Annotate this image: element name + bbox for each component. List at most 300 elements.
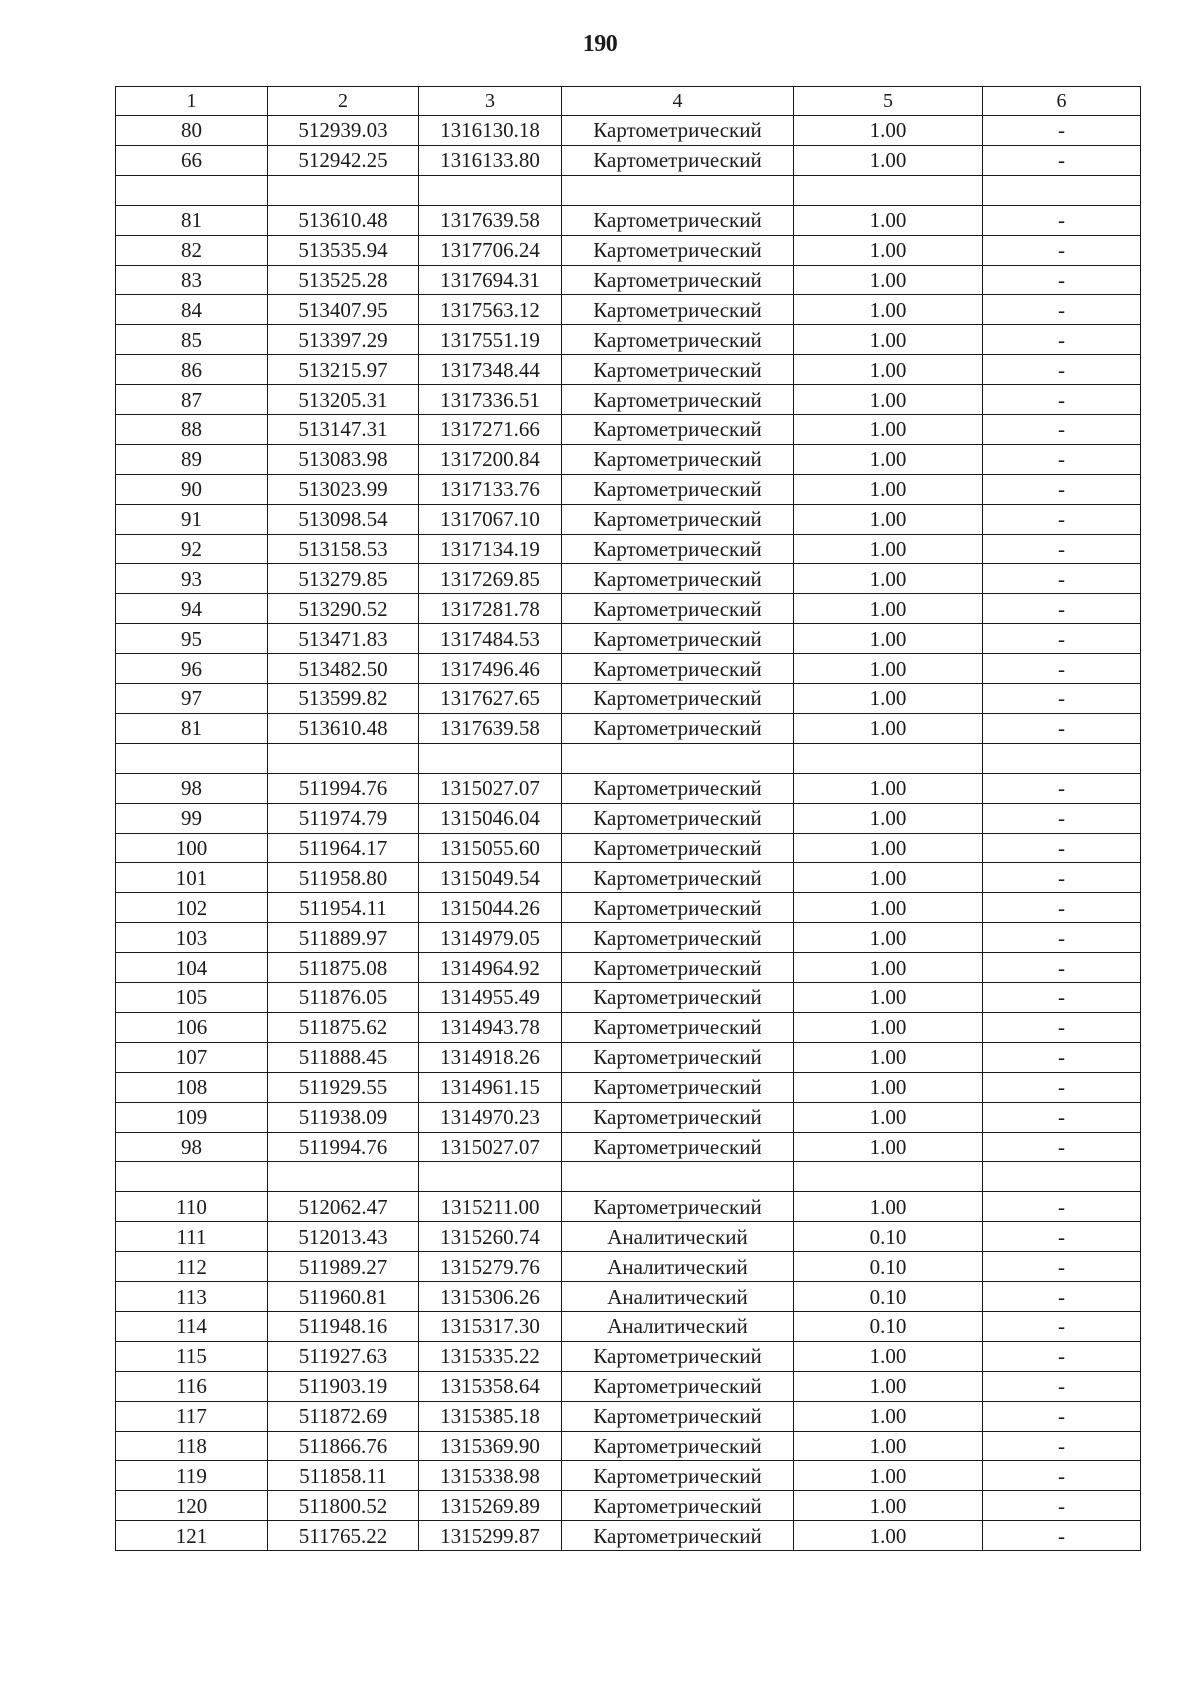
table-row	[116, 564, 1141, 594]
method-cell: Картометрический	[562, 415, 794, 445]
column-header: 3	[419, 87, 562, 116]
table-row	[116, 953, 1141, 983]
point-number-cell: 99	[116, 803, 268, 833]
point-number-cell: 108	[116, 1072, 268, 1102]
point-number-cell: 111	[116, 1222, 268, 1252]
accuracy-cell: 0.10	[794, 1222, 983, 1252]
x-coordinate-cell: 513023.99	[268, 474, 419, 504]
note-cell: -	[983, 1311, 1141, 1341]
note-cell: -	[983, 444, 1141, 474]
note-cell: -	[983, 684, 1141, 714]
point-number-cell: 93	[116, 564, 268, 594]
accuracy-cell: 1.00	[794, 534, 983, 564]
y-coordinate-cell: 1315046.04	[419, 803, 562, 833]
method-cell: Картометрический	[562, 654, 794, 684]
method-cell: Картометрический	[562, 923, 794, 953]
x-coordinate-cell	[268, 175, 419, 205]
note-cell: -	[983, 564, 1141, 594]
y-coordinate-cell	[419, 175, 562, 205]
accuracy-cell: 1.00	[794, 1401, 983, 1431]
x-coordinate-cell: 511960.81	[268, 1282, 419, 1312]
note-cell: -	[983, 265, 1141, 295]
table-row	[116, 325, 1141, 355]
y-coordinate-cell: 1317694.31	[419, 265, 562, 295]
table-row	[116, 1341, 1141, 1371]
point-number-cell: 96	[116, 654, 268, 684]
accuracy-cell: 1.00	[794, 385, 983, 415]
x-coordinate-cell: 513279.85	[268, 564, 419, 594]
point-number-cell: 85	[116, 325, 268, 355]
x-coordinate-cell: 513471.83	[268, 624, 419, 654]
note-cell: -	[983, 1252, 1141, 1282]
blank-separator-row	[116, 743, 1141, 773]
point-number-cell: 92	[116, 534, 268, 564]
x-coordinate-cell: 511875.62	[268, 1012, 419, 1042]
note-cell: -	[983, 1491, 1141, 1521]
point-number-cell: 120	[116, 1491, 268, 1521]
y-coordinate-cell: 1315055.60	[419, 833, 562, 863]
accuracy-cell: 1.00	[794, 1132, 983, 1162]
table-row	[116, 594, 1141, 624]
table-row	[116, 833, 1141, 863]
x-coordinate-cell: 511888.45	[268, 1042, 419, 1072]
x-coordinate-cell: 511866.76	[268, 1431, 419, 1461]
y-coordinate-cell: 1317281.78	[419, 594, 562, 624]
note-cell: -	[983, 1072, 1141, 1102]
point-number-cell: 119	[116, 1461, 268, 1491]
method-cell: Картометрический	[562, 1012, 794, 1042]
table-header-row	[116, 87, 1141, 116]
method-cell: Картометрический	[562, 594, 794, 624]
y-coordinate-cell: 1315269.89	[419, 1491, 562, 1521]
accuracy-cell: 1.00	[794, 1072, 983, 1102]
note-cell: -	[983, 1102, 1141, 1132]
method-cell: Аналитический	[562, 1252, 794, 1282]
note-cell: -	[983, 534, 1141, 564]
x-coordinate-cell: 513158.53	[268, 534, 419, 564]
method-cell: Картометрический	[562, 1491, 794, 1521]
x-coordinate-cell: 513482.50	[268, 654, 419, 684]
point-number-cell: 116	[116, 1371, 268, 1401]
y-coordinate-cell: 1317563.12	[419, 295, 562, 325]
note-cell: -	[983, 1431, 1141, 1461]
table-row	[116, 474, 1141, 504]
accuracy-cell: 0.10	[794, 1282, 983, 1312]
accuracy-cell: 1.00	[794, 235, 983, 265]
method-cell: Картометрический	[562, 1371, 794, 1401]
y-coordinate-cell: 1314961.15	[419, 1072, 562, 1102]
y-coordinate-cell: 1315260.74	[419, 1222, 562, 1252]
accuracy-cell: 1.00	[794, 713, 983, 743]
y-coordinate-cell: 1317551.19	[419, 325, 562, 355]
coordinates-table-body	[116, 87, 1141, 1551]
accuracy-cell: 1.00	[794, 893, 983, 923]
x-coordinate-cell: 512939.03	[268, 116, 419, 146]
method-cell: Картометрический	[562, 953, 794, 983]
y-coordinate-cell: 1317706.24	[419, 235, 562, 265]
y-coordinate-cell: 1314970.23	[419, 1102, 562, 1132]
table-row	[116, 1072, 1141, 1102]
point-number-cell: 112	[116, 1252, 268, 1282]
y-coordinate-cell: 1314964.92	[419, 953, 562, 983]
accuracy-cell: 1.00	[794, 1491, 983, 1521]
x-coordinate-cell: 511858.11	[268, 1461, 419, 1491]
point-number-cell: 82	[116, 235, 268, 265]
column-header: 2	[268, 87, 419, 116]
y-coordinate-cell: 1317200.84	[419, 444, 562, 474]
x-coordinate-cell: 511889.97	[268, 923, 419, 953]
note-cell: -	[983, 355, 1141, 385]
y-coordinate-cell: 1315369.90	[419, 1431, 562, 1461]
column-header: 6	[983, 87, 1141, 116]
note-cell: -	[983, 923, 1141, 953]
table-row	[116, 145, 1141, 175]
method-cell: Картометрический	[562, 1072, 794, 1102]
note-cell: -	[983, 1282, 1141, 1312]
method-cell: Картометрический	[562, 1192, 794, 1222]
note-cell: -	[983, 1132, 1141, 1162]
x-coordinate-cell	[268, 1162, 419, 1192]
accuracy-cell: 1.00	[794, 325, 983, 355]
accuracy-cell: 1.00	[794, 833, 983, 863]
y-coordinate-cell: 1315027.07	[419, 773, 562, 803]
y-coordinate-cell	[419, 1162, 562, 1192]
point-number-cell	[116, 175, 268, 205]
point-number-cell: 118	[116, 1431, 268, 1461]
x-coordinate-cell: 513599.82	[268, 684, 419, 714]
table-row	[116, 444, 1141, 474]
note-cell: -	[983, 415, 1141, 445]
y-coordinate-cell: 1317627.65	[419, 684, 562, 714]
method-cell: Картометрический	[562, 295, 794, 325]
method-cell: Картометрический	[562, 684, 794, 714]
note-cell: -	[983, 893, 1141, 923]
x-coordinate-cell: 511929.55	[268, 1072, 419, 1102]
method-cell: Картометрический	[562, 564, 794, 594]
method-cell: Картометрический	[562, 893, 794, 923]
x-coordinate-cell: 512942.25	[268, 145, 419, 175]
method-cell: Картометрический	[562, 1521, 794, 1551]
note-cell: -	[983, 145, 1141, 175]
table-row	[116, 1461, 1141, 1491]
method-cell: Картометрический	[562, 1341, 794, 1371]
y-coordinate-cell: 1317067.10	[419, 504, 562, 534]
accuracy-cell: 1.00	[794, 1102, 983, 1132]
method-cell: Картометрический	[562, 265, 794, 295]
y-coordinate-cell: 1316130.18	[419, 116, 562, 146]
method-cell: Картометрический	[562, 205, 794, 235]
note-cell: -	[983, 654, 1141, 684]
accuracy-cell: 1.00	[794, 624, 983, 654]
y-coordinate-cell: 1317134.19	[419, 534, 562, 564]
point-number-cell: 97	[116, 684, 268, 714]
point-number-cell: 98	[116, 773, 268, 803]
note-cell: -	[983, 1192, 1141, 1222]
x-coordinate-cell: 511903.19	[268, 1371, 419, 1401]
x-coordinate-cell: 513083.98	[268, 444, 419, 474]
x-coordinate-cell: 512013.43	[268, 1222, 419, 1252]
accuracy-cell: 1.00	[794, 295, 983, 325]
table-row	[116, 803, 1141, 833]
note-cell	[983, 1162, 1141, 1192]
table-row	[116, 415, 1141, 445]
y-coordinate-cell: 1315049.54	[419, 863, 562, 893]
accuracy-cell: 1.00	[794, 355, 983, 385]
x-coordinate-cell: 511958.80	[268, 863, 419, 893]
table-row	[116, 1132, 1141, 1162]
accuracy-cell: 1.00	[794, 1192, 983, 1222]
accuracy-cell: 1.00	[794, 564, 983, 594]
note-cell: -	[983, 863, 1141, 893]
accuracy-cell: 1.00	[794, 145, 983, 175]
x-coordinate-cell: 513098.54	[268, 504, 419, 534]
accuracy-cell: 1.00	[794, 803, 983, 833]
y-coordinate-cell: 1315027.07	[419, 1132, 562, 1162]
accuracy-cell: 1.00	[794, 1341, 983, 1371]
table-row	[116, 1431, 1141, 1461]
method-cell: Картометрический	[562, 803, 794, 833]
x-coordinate-cell: 511872.69	[268, 1401, 419, 1431]
table-row	[116, 893, 1141, 923]
table-row	[116, 923, 1141, 953]
method-cell: Аналитический	[562, 1311, 794, 1341]
method-cell: Картометрический	[562, 235, 794, 265]
point-number-cell: 90	[116, 474, 268, 504]
accuracy-cell: 1.00	[794, 1431, 983, 1461]
x-coordinate-cell: 511948.16	[268, 1311, 419, 1341]
x-coordinate-cell: 511875.08	[268, 953, 419, 983]
y-coordinate-cell: 1314955.49	[419, 983, 562, 1013]
table-row	[116, 295, 1141, 325]
accuracy-cell	[794, 175, 983, 205]
point-number-cell: 94	[116, 594, 268, 624]
x-coordinate-cell: 513215.97	[268, 355, 419, 385]
point-number-cell: 101	[116, 863, 268, 893]
y-coordinate-cell: 1315338.98	[419, 1461, 562, 1491]
table-row	[116, 504, 1141, 534]
note-cell	[983, 743, 1141, 773]
method-cell: Аналитический	[562, 1222, 794, 1252]
point-number-cell: 114	[116, 1311, 268, 1341]
point-number-cell: 113	[116, 1282, 268, 1312]
point-number-cell: 89	[116, 444, 268, 474]
table-row	[116, 1012, 1141, 1042]
y-coordinate-cell: 1315279.76	[419, 1252, 562, 1282]
accuracy-cell: 1.00	[794, 1012, 983, 1042]
x-coordinate-cell: 511974.79	[268, 803, 419, 833]
accuracy-cell: 1.00	[794, 444, 983, 474]
note-cell: -	[983, 803, 1141, 833]
table-row	[116, 624, 1141, 654]
y-coordinate-cell: 1317496.46	[419, 654, 562, 684]
point-number-cell: 109	[116, 1102, 268, 1132]
table-row	[116, 1252, 1141, 1282]
method-cell: Картометрический	[562, 534, 794, 564]
accuracy-cell: 1.00	[794, 863, 983, 893]
method-cell: Картометрический	[562, 773, 794, 803]
accuracy-cell: 1.00	[794, 923, 983, 953]
point-number-cell: 84	[116, 295, 268, 325]
y-coordinate-cell: 1314979.05	[419, 923, 562, 953]
y-coordinate-cell: 1315385.18	[419, 1401, 562, 1431]
note-cell: -	[983, 385, 1141, 415]
accuracy-cell: 1.00	[794, 953, 983, 983]
accuracy-cell: 0.10	[794, 1252, 983, 1282]
point-number-cell: 105	[116, 983, 268, 1013]
note-cell: -	[983, 1222, 1141, 1252]
table-row	[116, 265, 1141, 295]
point-number-cell: 117	[116, 1401, 268, 1431]
y-coordinate-cell: 1315358.64	[419, 1371, 562, 1401]
y-coordinate-cell: 1317133.76	[419, 474, 562, 504]
method-cell	[562, 1162, 794, 1192]
x-coordinate-cell: 513610.48	[268, 205, 419, 235]
method-cell: Картометрический	[562, 145, 794, 175]
x-coordinate-cell: 513147.31	[268, 415, 419, 445]
table-row	[116, 355, 1141, 385]
accuracy-cell: 1.00	[794, 265, 983, 295]
table-row	[116, 1371, 1141, 1401]
note-cell: -	[983, 624, 1141, 654]
method-cell: Картометрический	[562, 504, 794, 534]
blank-separator-row	[116, 1162, 1141, 1192]
point-number-cell: 66	[116, 145, 268, 175]
y-coordinate-cell: 1316133.80	[419, 145, 562, 175]
note-cell: -	[983, 1012, 1141, 1042]
accuracy-cell	[794, 1162, 983, 1192]
table-row	[116, 684, 1141, 714]
point-number-cell: 100	[116, 833, 268, 863]
point-number-cell: 81	[116, 205, 268, 235]
method-cell: Картометрический	[562, 1461, 794, 1491]
column-header: 5	[794, 87, 983, 116]
point-number-cell: 102	[116, 893, 268, 923]
x-coordinate-cell: 511954.11	[268, 893, 419, 923]
table-row	[116, 654, 1141, 684]
accuracy-cell: 1.00	[794, 773, 983, 803]
table-row	[116, 983, 1141, 1013]
method-cell	[562, 743, 794, 773]
accuracy-cell: 1.00	[794, 1042, 983, 1072]
point-number-cell: 80	[116, 116, 268, 146]
y-coordinate-cell: 1317348.44	[419, 355, 562, 385]
accuracy-cell: 1.00	[794, 474, 983, 504]
method-cell: Картометрический	[562, 1102, 794, 1132]
table-row	[116, 1222, 1141, 1252]
accuracy-cell: 1.00	[794, 504, 983, 534]
x-coordinate-cell: 511927.63	[268, 1341, 419, 1371]
x-coordinate-cell: 511994.76	[268, 1132, 419, 1162]
point-number-cell: 110	[116, 1192, 268, 1222]
accuracy-cell: 1.00	[794, 654, 983, 684]
point-number-cell: 91	[116, 504, 268, 534]
x-coordinate-cell: 513610.48	[268, 713, 419, 743]
method-cell: Картометрический	[562, 833, 794, 863]
x-coordinate-cell: 513205.31	[268, 385, 419, 415]
method-cell	[562, 175, 794, 205]
accuracy-cell: 1.00	[794, 205, 983, 235]
y-coordinate-cell: 1315335.22	[419, 1341, 562, 1371]
point-number-cell: 103	[116, 923, 268, 953]
y-coordinate-cell: 1314943.78	[419, 1012, 562, 1042]
point-number-cell: 98	[116, 1132, 268, 1162]
note-cell: -	[983, 205, 1141, 235]
method-cell: Аналитический	[562, 1282, 794, 1312]
coordinates-table	[115, 86, 1141, 1551]
note-cell: -	[983, 833, 1141, 863]
note-cell: -	[983, 1042, 1141, 1072]
method-cell: Картометрический	[562, 863, 794, 893]
note-cell: -	[983, 295, 1141, 325]
point-number-cell: 115	[116, 1341, 268, 1371]
method-cell: Картометрический	[562, 385, 794, 415]
accuracy-cell: 1.00	[794, 983, 983, 1013]
accuracy-cell: 1.00	[794, 594, 983, 624]
x-coordinate-cell: 511964.17	[268, 833, 419, 863]
point-number-cell: 87	[116, 385, 268, 415]
note-cell: -	[983, 1401, 1141, 1431]
method-cell: Картометрический	[562, 1132, 794, 1162]
x-coordinate-cell: 513290.52	[268, 594, 419, 624]
accuracy-cell: 1.00	[794, 1371, 983, 1401]
table-row	[116, 1311, 1141, 1341]
table-row	[116, 116, 1141, 146]
table-row	[116, 713, 1141, 743]
point-number-cell: 121	[116, 1521, 268, 1551]
y-coordinate-cell: 1315299.87	[419, 1521, 562, 1551]
accuracy-cell: 1.00	[794, 684, 983, 714]
point-number-cell: 107	[116, 1042, 268, 1072]
note-cell: -	[983, 474, 1141, 504]
y-coordinate-cell: 1317639.58	[419, 713, 562, 743]
note-cell: -	[983, 1371, 1141, 1401]
point-number-cell	[116, 743, 268, 773]
note-cell: -	[983, 325, 1141, 355]
note-cell	[983, 175, 1141, 205]
table-row	[116, 1521, 1141, 1551]
y-coordinate-cell	[419, 743, 562, 773]
y-coordinate-cell: 1315306.26	[419, 1282, 562, 1312]
table-row	[116, 205, 1141, 235]
accuracy-cell: 1.00	[794, 1521, 983, 1551]
y-coordinate-cell: 1317639.58	[419, 205, 562, 235]
x-coordinate-cell: 513397.29	[268, 325, 419, 355]
y-coordinate-cell: 1317336.51	[419, 385, 562, 415]
point-number-cell: 106	[116, 1012, 268, 1042]
table-row	[116, 534, 1141, 564]
page-number: 190	[582, 31, 618, 57]
point-number-cell: 95	[116, 624, 268, 654]
point-number-cell: 104	[116, 953, 268, 983]
column-header: 1	[116, 87, 268, 116]
method-cell: Картометрический	[562, 624, 794, 654]
accuracy-cell: 0.10	[794, 1311, 983, 1341]
x-coordinate-cell: 511876.05	[268, 983, 419, 1013]
table-row	[116, 773, 1141, 803]
note-cell: -	[983, 1341, 1141, 1371]
x-coordinate-cell: 511938.09	[268, 1102, 419, 1132]
note-cell: -	[983, 594, 1141, 624]
note-cell: -	[983, 116, 1141, 146]
method-cell: Картометрический	[562, 983, 794, 1013]
y-coordinate-cell: 1314918.26	[419, 1042, 562, 1072]
x-coordinate-cell: 513525.28	[268, 265, 419, 295]
table-row	[116, 1042, 1141, 1072]
accuracy-cell	[794, 743, 983, 773]
method-cell: Картометрический	[562, 1431, 794, 1461]
column-header: 4	[562, 87, 794, 116]
x-coordinate-cell: 511989.27	[268, 1252, 419, 1282]
